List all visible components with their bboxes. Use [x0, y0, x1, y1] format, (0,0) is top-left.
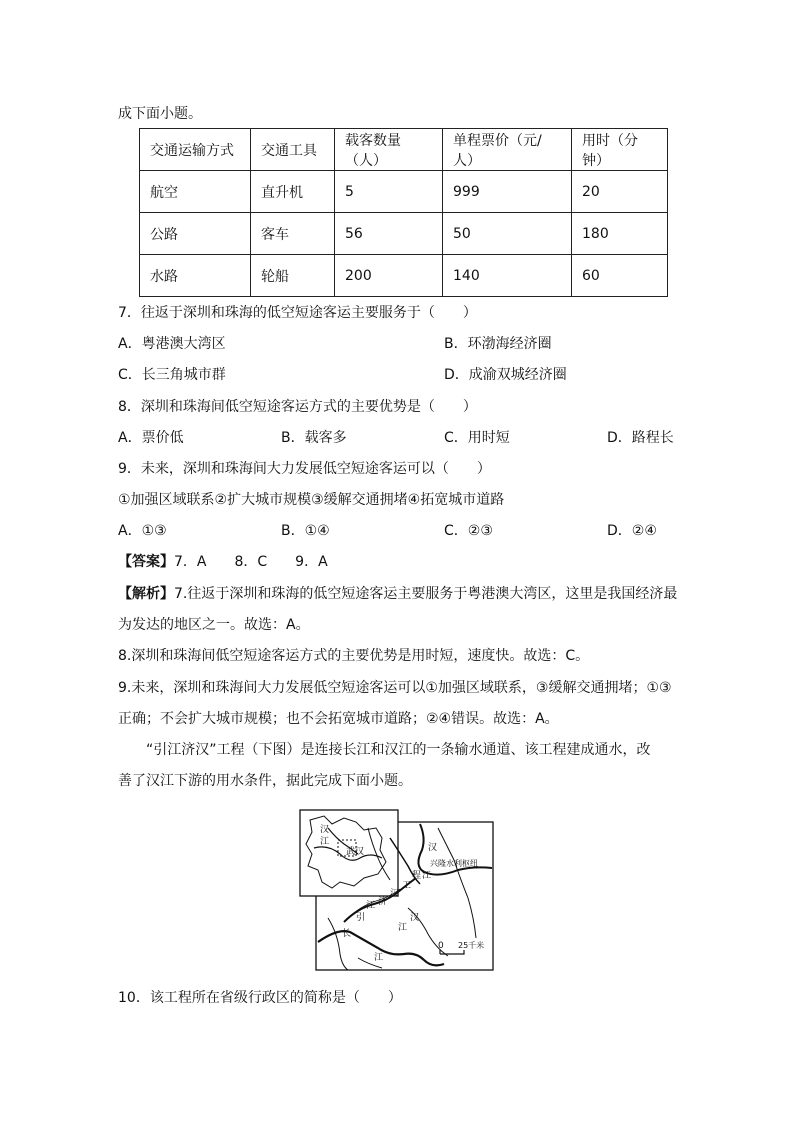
question-8-option-a: A．票价低: [118, 430, 184, 446]
table-header-cell: 交通运输方式: [140, 129, 251, 171]
question-8-stem: 8．深圳和珠海间低空短途客运方式的主要优势是（ ）: [118, 399, 477, 415]
map-label-han: 汉: [320, 825, 330, 835]
map-label-han: 汉: [428, 843, 438, 853]
question-7-option-a: A．粤港澳大湾区: [118, 336, 226, 352]
map-label-jiang: 江: [374, 953, 384, 963]
map-label-wuhan: 武汉: [346, 847, 365, 857]
intro-text: 成下面小题。: [118, 106, 202, 122]
question-7-stem: 7．往返于深圳和珠海的低空短途客运主要服务于（ ）: [118, 305, 477, 321]
scale-text: 25千米: [458, 941, 485, 950]
table-cell: 140: [443, 255, 572, 297]
table-cell: 180: [572, 213, 668, 255]
analysis-label: 【解析】: [118, 586, 174, 602]
question-7-option-d: D．成渝双城经济圈: [444, 367, 567, 383]
question-9-statements: ①加强区域联系②扩大城市规模③缓解交通拥堵④拓宽城市道路: [118, 492, 505, 508]
question-10-stem: 10．该工程所在省级行政区的简称是（ ）: [118, 990, 402, 1006]
map-label-ji: 济: [378, 897, 388, 907]
table-row: [140, 213, 668, 255]
analysis-line: 正确；不会扩大城市规模；也不会拓宽城市道路；②④错误。故选：A。: [118, 711, 559, 727]
map-label-cheng: 程: [412, 871, 422, 881]
tributary: [328, 918, 348, 970]
table-cell: 60: [572, 255, 668, 297]
passage-line: 善了汉江下游的用水条件，据此完成下面小题。: [118, 773, 412, 789]
answer-line: [118, 552, 328, 572]
table-cell: 轮船: [251, 255, 335, 297]
map-label-jiang: 江: [398, 923, 408, 933]
table-header-cell: 交通工具: [251, 129, 335, 171]
question-9-option-c: C．②③: [444, 523, 493, 539]
map-label-gong: 工: [402, 881, 412, 891]
question-9-stem: 9．未来，深圳和珠海间大力发展低空短途客运可以（ ）: [118, 461, 491, 477]
transport-table: [139, 128, 668, 297]
table-header-cell: 载客数量（人）: [335, 129, 443, 171]
analysis-line: 9.未来，深圳和珠海间大力发展低空短途客运可以①加强区域联系，③缓解交通拥堵；①③: [118, 680, 672, 696]
analysis-line: 8.深圳和珠海间低空短途客运方式的主要优势是用时短，速度快。故选：C。: [118, 648, 590, 664]
analysis-line: [118, 584, 677, 604]
table-header-row: [140, 129, 668, 171]
table-header-cell: 用时（分钟）: [572, 129, 668, 171]
passage-line: “引江济汉”工程（下图）是连接长江和汉江的一条输水通道、该工程建成通水，改: [146, 742, 651, 758]
map-label-jiang: 江: [366, 901, 376, 911]
table-cell: 56: [335, 213, 443, 255]
map-label-xinglong: 兴隆水利枢纽: [430, 859, 478, 868]
map-label-yin: 引: [356, 913, 366, 923]
scale-zero: 0: [438, 941, 444, 951]
question-9-option-a: A．①③: [118, 523, 167, 539]
question-9-option-d: D．②④: [607, 523, 657, 539]
table-row: [140, 171, 668, 213]
analysis-line: 为发达的地区之一。故选：A。: [118, 617, 310, 633]
question-7-option-b: B．环渤海经济圈: [444, 336, 552, 352]
table-cell: 公路: [140, 213, 251, 255]
map-label-han: 汉: [410, 913, 420, 923]
table-cell: 直升机: [251, 171, 335, 213]
table-cell: 20: [572, 171, 668, 213]
question-9-option-b: B．①④: [281, 523, 330, 539]
map-label-jiang: 江: [422, 871, 432, 881]
answer-label: 【答案】: [118, 554, 174, 570]
answer-text: 7．A 8．C 9．A: [174, 554, 328, 570]
question-8-option-c: C．用时短: [444, 430, 510, 446]
table-cell: 客车: [251, 213, 335, 255]
table-cell: 200: [335, 255, 443, 297]
table-cell: 50: [443, 213, 572, 255]
map-label-jiang: 江: [320, 837, 330, 847]
table-cell: 999: [443, 171, 572, 213]
table-cell: 航空: [140, 171, 251, 213]
table-cell: 5: [335, 171, 443, 213]
table-header-cell: 单程票价（元/人）: [443, 129, 572, 171]
map-label-chang: 长: [342, 929, 352, 939]
project-map: [298, 808, 496, 972]
table-cell: 水路: [140, 255, 251, 297]
question-8-option-b: B．载客多: [281, 430, 347, 446]
question-7-option-c: C．长三角城市群: [118, 367, 226, 383]
map-label-han: 汉: [390, 889, 400, 899]
table-row: [140, 255, 668, 297]
question-8-option-d: D．路程长: [607, 430, 674, 446]
tributary: [438, 828, 476, 938]
analysis-text: 7.往返于深圳和珠海的低空短途客运主要服务于粤港澳大湾区，这里是我国经济最: [174, 586, 678, 602]
